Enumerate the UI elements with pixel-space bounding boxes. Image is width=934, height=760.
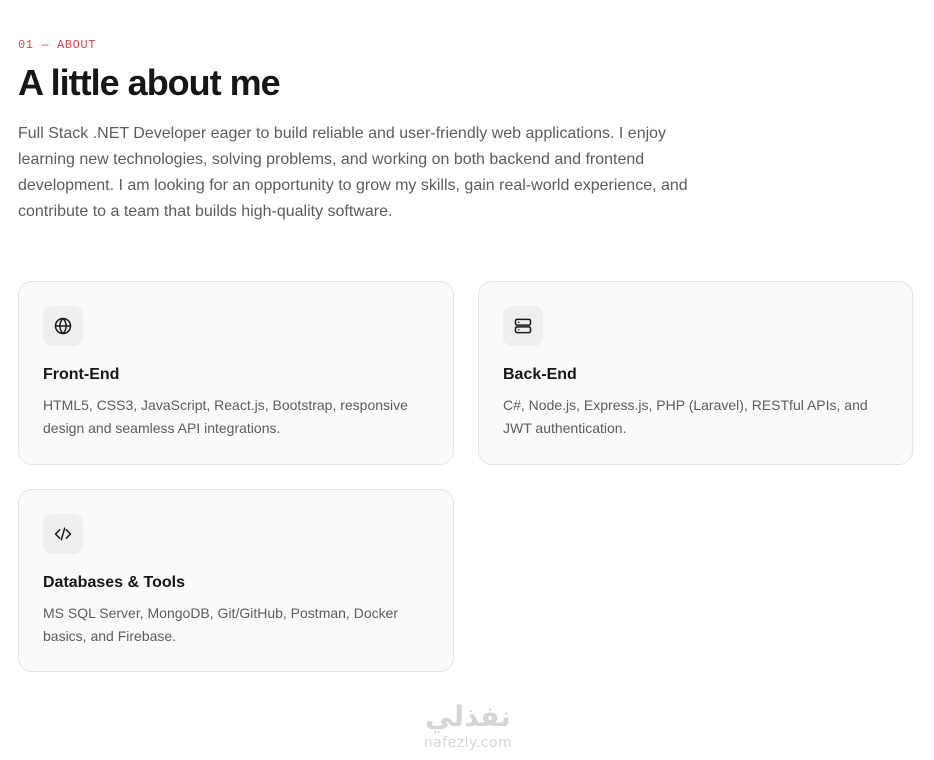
- skill-card-databases: [18, 489, 454, 672]
- watermark-arabic: نفذلي: [425, 700, 511, 733]
- card-title: Front-End: [43, 366, 120, 383]
- card-title: Back-End: [503, 366, 577, 383]
- watermark-latin: nafezly.com: [423, 735, 513, 751]
- page-title: A little about me: [18, 62, 280, 103]
- card-description: HTML5, CSS3, JavaScript, React.js, Bootstrap, responsive design and seamless API integrations.: [43, 397, 408, 436]
- card-title: Databases & Tools: [43, 574, 185, 591]
- code-icon: [43, 514, 83, 554]
- section-eyebrow: 01 — ABOUT: [18, 38, 97, 52]
- watermark-logo: [408, 700, 528, 752]
- intro-paragraph: Full Stack .NET Developer eager to build reliable and user-friendly web applications. I enjoy learning new technologies, solving problems, and working on both backend and frontend development. I am looking for an opportunity to grow my skills, gain real-world experience, and contribute to a team that builds high-quality software.: [18, 125, 688, 220]
- skill-card-backend: [478, 281, 913, 465]
- server-icon: [503, 306, 543, 346]
- card-description: MS SQL Server, MongoDB, Git/GitHub, Postman, Docker basics, and Firebase.: [43, 605, 399, 644]
- globe-icon: [43, 306, 83, 346]
- card-description: C#, Node.js, Express.js, PHP (Laravel), RESTful APIs, and JWT authentication.: [503, 397, 868, 436]
- skill-card-frontend: [18, 281, 454, 465]
